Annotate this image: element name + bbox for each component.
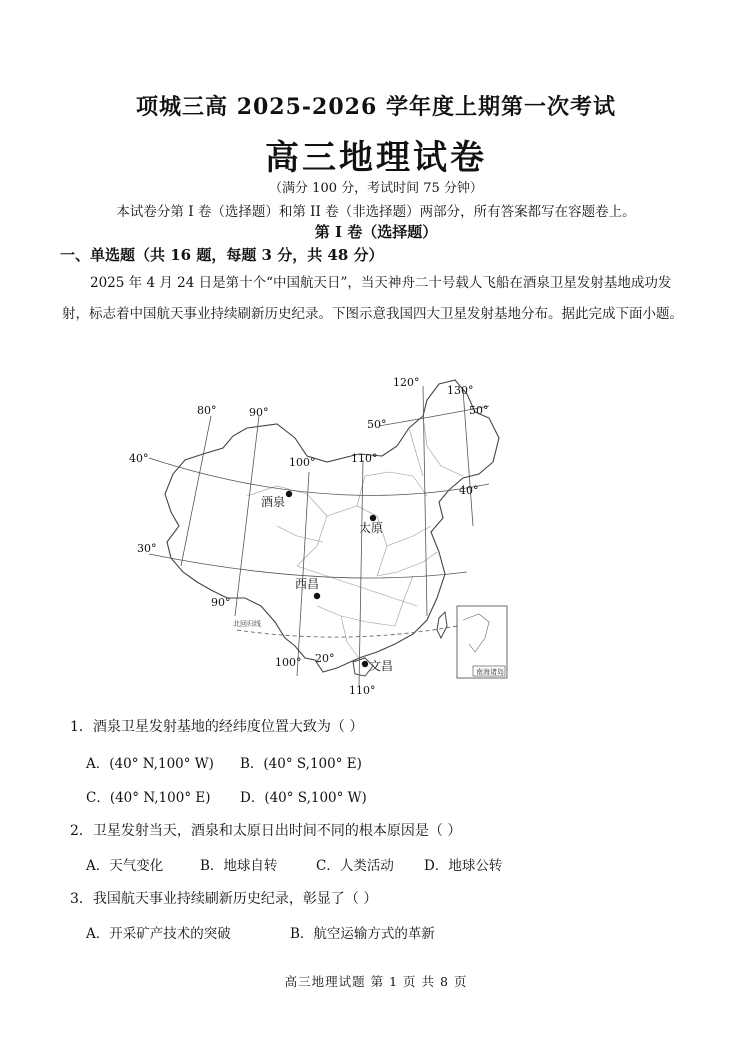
question-3-option-b: B．航空运输方式的革新 (290, 926, 435, 942)
part-title: 第 I 卷（选择题） (314, 223, 438, 241)
question-1-option-d: D．(40° S,100° W) (240, 790, 367, 806)
passage-text: 2025 年 4 月 24 日是第十个“中国航天日”，当天神舟二十号载人飞船在酒泉卫星发射基地成功发射，标志着中国航天事业持续刷新历史纪录。下图示意我国四大卫星发射基地分布。据此完成下面小题。 (62, 275, 683, 322)
taiwan-outline (437, 612, 447, 638)
question-1-option-b: B．(40° S,100° E) (240, 756, 362, 772)
lat-label-50-right: 50° (469, 404, 489, 417)
question-2-option-c: C．人类活动 (316, 858, 394, 874)
lat-label-40-right: 40° (459, 484, 479, 497)
tropic-label: 北回归线 (233, 620, 261, 628)
school-title: 项城三高 2025-2026 学年度上期第一次考试 (136, 94, 616, 120)
lon-label-110-top: 110° (351, 452, 378, 465)
question-1-option-c: C．(40° N,100° E) (86, 790, 211, 806)
tropic-of-cancer (237, 626, 457, 637)
question-3-stem: 3．我国航天事业持续刷新历史纪录，彰显了（ ） (70, 891, 378, 907)
section-title: 一、单选题（共 16 题，每题 3 分，共 48 分） (60, 246, 384, 264)
lon-label-110-bottom: 110° (349, 684, 376, 696)
page-footer: 高三地理试题 第 1 页 共 8 页 (284, 974, 468, 989)
lon-label-130: 130° (447, 384, 474, 397)
question-2-option-b: B．地球自转 (200, 858, 278, 874)
city-label-wenchang: 文昌 (369, 659, 394, 673)
city-label-xichang: 西昌 (295, 577, 320, 591)
question-2-stem: 2．卫星发射当天，酒泉和太原日出时间不同的根本原因是（ ） (70, 823, 462, 839)
city-label-jiuquan: 酒泉 (261, 495, 286, 509)
longitude-lines (181, 386, 473, 686)
lon-label-90-top: 90° (249, 406, 269, 419)
latitude-lines (149, 406, 489, 578)
xichang-marker (314, 593, 320, 599)
lon-label-90-bottom: 90° (211, 596, 231, 609)
lon-label-120: 120° (393, 376, 420, 389)
wenchang-marker (362, 661, 368, 667)
jiuquan-marker (286, 491, 292, 497)
lat-label-20: 20° (315, 652, 335, 665)
lat-label-30-left: 30° (137, 542, 157, 555)
score-time-note: （满分 100 分，考试时间 75 分钟） (269, 181, 483, 196)
lat-label-50-left: 50° (367, 418, 387, 431)
city-label-taiyuan: 太原 (359, 521, 384, 535)
subject-title: 高三地理试卷 (265, 138, 487, 178)
china-launch-sites-map (127, 376, 527, 696)
question-2-option-a: A．天气变化 (86, 858, 164, 874)
inset-label: 南海诸岛 (476, 668, 504, 676)
lon-label-100-bottom: 100° (275, 656, 302, 669)
question-1-stem: 1．酒泉卫星发射基地的经纬度位置大致为（ ） (70, 719, 364, 735)
question-1-option-a: A．(40° N,100° W) (86, 756, 214, 772)
lon-label-80: 80° (197, 404, 217, 417)
lat-label-40-left: 40° (129, 452, 149, 465)
china-outline (165, 380, 499, 672)
lon-label-100-top: 100° (289, 456, 316, 469)
question-2-option-d: D．地球公转 (424, 858, 503, 874)
question-3-option-a: A．开采矿产技术的突破 (86, 926, 231, 942)
exam-instructions: 本试卷分第 I 卷（选择题）和第 II 卷（非选择题）两部分，所有答案都写在容题卷上。 (116, 204, 636, 220)
